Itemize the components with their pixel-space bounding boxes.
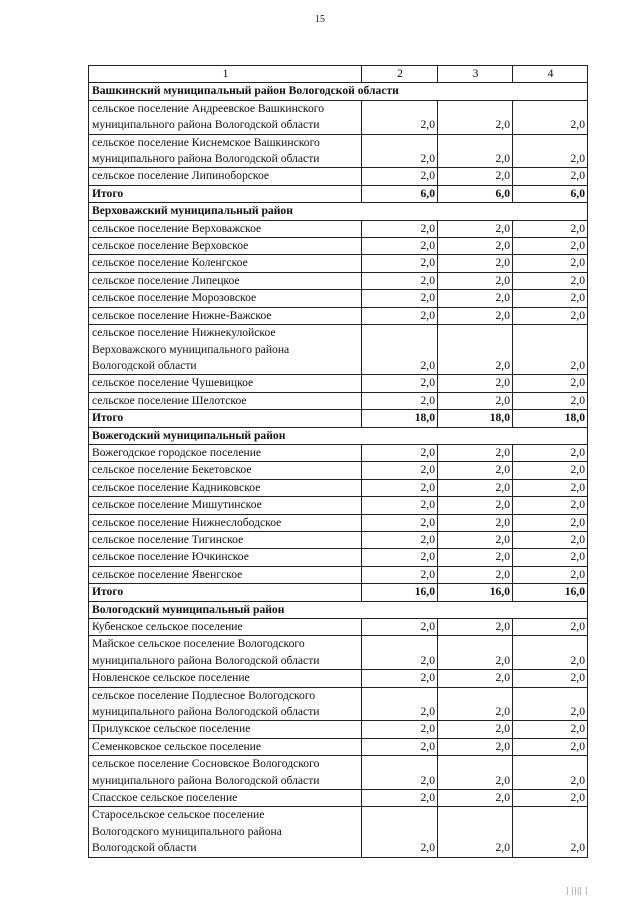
value-col-3: 2,0 <box>438 375 513 392</box>
value-col-3: 2,0 <box>438 790 513 807</box>
value-col-3: 2,0 <box>438 619 513 636</box>
value-col-4: 2,0 <box>513 307 588 324</box>
table-row <box>89 255 588 272</box>
table-row <box>89 807 588 857</box>
value-col-2: 2,0 <box>362 738 438 755</box>
value-col-3: 2,0 <box>438 756 513 790</box>
table-row <box>89 531 588 548</box>
name-line: Вологодской области <box>92 358 197 372</box>
column-header-1: 1 <box>89 66 362 83</box>
name-line: муниципального района Вологодской области <box>92 705 320 719</box>
value-col-2: 2,0 <box>362 238 438 255</box>
settlement-name <box>89 721 362 738</box>
value-col-2: 2,0 <box>362 619 438 636</box>
value-col-3: 6,0 <box>438 185 513 202</box>
name-line: сельское поселение Нижнеслободское <box>92 515 282 529</box>
value-col-2: 2,0 <box>362 566 438 583</box>
value-col-3: 2,0 <box>438 479 513 496</box>
name-line: Старосельское сельское поселение <box>92 808 265 822</box>
name-line: сельское поселение Тигинское <box>92 532 244 546</box>
table-row <box>89 272 588 289</box>
name-line: Итого <box>92 186 124 200</box>
settlement-name <box>89 238 362 255</box>
settlement-name <box>89 549 362 566</box>
value-col-3: 2,0 <box>438 566 513 583</box>
value-col-4: 2,0 <box>513 549 588 566</box>
table-row <box>89 134 588 168</box>
settlement-name <box>89 462 362 479</box>
value-col-4: 2,0 <box>513 444 588 461</box>
table-row <box>89 168 588 185</box>
value-col-3: 16,0 <box>438 584 513 601</box>
value-col-4: 2,0 <box>513 619 588 636</box>
section-title: Вашкинский муниципальный район Вологодской области <box>89 83 588 100</box>
section-row <box>89 203 588 220</box>
settlement-name <box>89 790 362 807</box>
value-col-2: 18,0 <box>362 410 438 427</box>
value-col-4: 2,0 <box>513 670 588 687</box>
name-line: сельское поселение Мишутинское <box>92 498 262 512</box>
value-col-3: 2,0 <box>438 549 513 566</box>
name-line: сельское поселение Киснемское Вашкинского <box>92 135 320 149</box>
value-col-3: 18,0 <box>438 410 513 427</box>
settlement-name <box>89 444 362 461</box>
section-title: Верховажский муниципальный район <box>89 203 588 220</box>
value-col-4: 2,0 <box>513 807 588 857</box>
table-row <box>89 721 588 738</box>
settlement-name <box>89 670 362 687</box>
value-col-4: 2,0 <box>513 168 588 185</box>
value-col-2: 2,0 <box>362 807 438 857</box>
value-col-4: 2,0 <box>513 392 588 409</box>
value-col-2: 2,0 <box>362 168 438 185</box>
settlement-name <box>89 514 362 531</box>
value-col-3: 2,0 <box>438 687 513 721</box>
value-col-2: 2,0 <box>362 444 438 461</box>
table-row <box>89 514 588 531</box>
page-number: 15 <box>315 14 325 25</box>
settlement-name <box>89 220 362 237</box>
total-label <box>89 584 362 601</box>
table-row <box>89 479 588 496</box>
section-title: Вологодский муниципальный район <box>89 601 588 618</box>
table-row <box>89 375 588 392</box>
table-row <box>89 100 588 134</box>
value-col-3: 2,0 <box>438 272 513 289</box>
settlement-name <box>89 307 362 324</box>
settlement-name <box>89 134 362 168</box>
name-line: сельское поселение Андреевское Вашкинского <box>92 101 325 115</box>
settlement-name <box>89 687 362 721</box>
value-col-3: 2,0 <box>438 497 513 514</box>
name-line: сельское поселение Чушевицкое <box>92 376 254 390</box>
name-line: Новленское сельское поселение <box>92 671 250 685</box>
value-col-2: 2,0 <box>362 220 438 237</box>
name-line: сельское поселение Подлесное Вологодского <box>92 688 316 702</box>
value-col-3: 2,0 <box>438 636 513 670</box>
settlement-name <box>89 392 362 409</box>
value-col-4: 2,0 <box>513 531 588 548</box>
value-col-4: 2,0 <box>513 134 588 168</box>
value-col-3: 2,0 <box>438 255 513 272</box>
name-line: сельское поселение Коленгское <box>92 256 248 270</box>
total-row <box>89 410 588 427</box>
total-row <box>89 584 588 601</box>
table-row <box>89 462 588 479</box>
value-col-2: 2,0 <box>362 479 438 496</box>
name-line: сельское поселение Бекетовское <box>92 463 252 477</box>
value-col-2: 2,0 <box>362 670 438 687</box>
settlement-name <box>89 479 362 496</box>
value-col-2: 2,0 <box>362 290 438 307</box>
value-col-2: 2,0 <box>362 721 438 738</box>
value-col-2: 2,0 <box>362 325 438 375</box>
value-col-2: 2,0 <box>362 100 438 134</box>
name-line: сельское поселение Ючкинское <box>92 550 249 564</box>
table-row <box>89 566 588 583</box>
value-col-4: 16,0 <box>513 584 588 601</box>
table-row <box>89 738 588 755</box>
table-row <box>89 220 588 237</box>
value-col-2: 2,0 <box>362 134 438 168</box>
value-col-2: 2,0 <box>362 756 438 790</box>
value-col-2: 6,0 <box>362 185 438 202</box>
table-row <box>89 444 588 461</box>
name-line: Итого <box>92 411 124 425</box>
name-line: сельское поселение Нижне-Важское <box>92 308 272 322</box>
value-col-4: 2,0 <box>513 514 588 531</box>
value-col-4: 2,0 <box>513 238 588 255</box>
settlement-name <box>89 756 362 790</box>
column-header-4: 4 <box>513 66 588 83</box>
value-col-4: 2,0 <box>513 636 588 670</box>
value-col-4: 2,0 <box>513 100 588 134</box>
value-col-2: 2,0 <box>362 790 438 807</box>
value-col-3: 2,0 <box>438 290 513 307</box>
table-row <box>89 392 588 409</box>
value-col-3: 2,0 <box>438 462 513 479</box>
value-col-4: 18,0 <box>513 410 588 427</box>
value-col-4: 2,0 <box>513 290 588 307</box>
value-col-3: 2,0 <box>438 531 513 548</box>
table-row <box>89 238 588 255</box>
section-row <box>89 601 588 618</box>
value-col-3: 2,0 <box>438 325 513 375</box>
name-line: сельское поселение Морозовское <box>92 291 257 305</box>
table-row <box>89 687 588 721</box>
table-header-row <box>89 66 588 83</box>
name-line: сельское поселение Липецкое <box>92 273 240 287</box>
total-label <box>89 410 362 427</box>
name-line: сельское поселение Сосновское Вологодского <box>92 757 320 771</box>
name-line: Кубенское сельское поселение <box>92 620 243 633</box>
name-line: Майское сельское поселение Вологодского <box>92 637 305 651</box>
name-line: сельское поселение Верховское <box>92 239 249 253</box>
value-col-3: 2,0 <box>438 238 513 255</box>
value-col-2: 2,0 <box>362 549 438 566</box>
table-row <box>89 636 588 670</box>
value-col-2: 16,0 <box>362 584 438 601</box>
table-row <box>89 307 588 324</box>
name-line: муниципального района Вологодской области <box>92 152 320 166</box>
name-line: Прилукское сельское поселение <box>92 722 251 736</box>
name-line: Вологодской области <box>92 841 197 855</box>
value-col-3: 2,0 <box>438 721 513 738</box>
value-col-2: 2,0 <box>362 514 438 531</box>
value-col-4: 2,0 <box>513 790 588 807</box>
value-col-4: 2,0 <box>513 687 588 721</box>
settlement-name <box>89 531 362 548</box>
value-col-2: 2,0 <box>362 531 438 548</box>
settlement-name <box>89 566 362 583</box>
allocation-table <box>88 65 588 858</box>
name-line: Верховажского муниципального района <box>92 342 290 356</box>
value-col-2: 2,0 <box>362 307 438 324</box>
value-col-4: 2,0 <box>513 566 588 583</box>
settlement-name <box>89 168 362 185</box>
value-col-3: 2,0 <box>438 100 513 134</box>
value-col-4: 2,0 <box>513 375 588 392</box>
value-col-3: 2,0 <box>438 307 513 324</box>
value-col-2: 2,0 <box>362 497 438 514</box>
value-col-4: 2,0 <box>513 325 588 375</box>
table-row <box>89 670 588 687</box>
value-col-2: 2,0 <box>362 687 438 721</box>
value-col-3: 2,0 <box>438 514 513 531</box>
column-header-2: 2 <box>362 66 438 83</box>
value-col-4: 2,0 <box>513 220 588 237</box>
value-col-4: 2,0 <box>513 462 588 479</box>
settlement-name <box>89 290 362 307</box>
value-col-4: 6,0 <box>513 185 588 202</box>
name-line: муниципального района Вологодской области <box>92 773 320 787</box>
table-body <box>89 66 588 858</box>
table-row <box>89 497 588 514</box>
value-col-2: 2,0 <box>362 375 438 392</box>
value-col-3: 2,0 <box>438 738 513 755</box>
settlement-name <box>89 272 362 289</box>
value-col-3: 2,0 <box>438 134 513 168</box>
settlement-name <box>89 738 362 755</box>
name-line: Семенковское сельское поселение <box>92 739 262 753</box>
settlement-name <box>89 100 362 134</box>
name-line: сельское поселение Явенгское <box>92 567 243 581</box>
value-col-3: 2,0 <box>438 392 513 409</box>
value-col-2: 2,0 <box>362 272 438 289</box>
name-line: Вологодского муниципального района <box>92 824 282 838</box>
table-row <box>89 619 588 636</box>
table-row <box>89 756 588 790</box>
name-line: сельское поселение Кадниковское <box>92 480 261 494</box>
value-col-3: 2,0 <box>438 670 513 687</box>
table-row <box>89 790 588 807</box>
settlement-name <box>89 325 362 375</box>
total-label <box>89 185 362 202</box>
table-row <box>89 549 588 566</box>
total-row <box>89 185 588 202</box>
value-col-2: 2,0 <box>362 462 438 479</box>
name-line: сельское поселение Нижнекулойское <box>92 326 276 340</box>
column-header-3: 3 <box>438 66 513 83</box>
value-col-4: 2,0 <box>513 497 588 514</box>
settlement-name <box>89 375 362 392</box>
name-line: Итого <box>92 585 124 599</box>
value-col-4: 2,0 <box>513 721 588 738</box>
section-row <box>89 83 588 100</box>
settlement-name <box>89 636 362 670</box>
section-title: Вожегодский муниципальный район <box>89 427 588 444</box>
name-line: муниципального района Вологодской области <box>92 653 320 667</box>
value-col-2: 2,0 <box>362 636 438 670</box>
value-col-4: 2,0 <box>513 479 588 496</box>
value-col-4: 2,0 <box>513 255 588 272</box>
name-line: муниципального района Вологодской области <box>92 118 320 132</box>
settlement-name <box>89 807 362 857</box>
footer-mark: | |||| | <box>566 886 588 895</box>
settlement-name <box>89 255 362 272</box>
value-col-2: 2,0 <box>362 255 438 272</box>
section-row <box>89 427 588 444</box>
name-line: сельское поселение Верховажское <box>92 221 262 235</box>
value-col-3: 2,0 <box>438 220 513 237</box>
name-line: сельское поселение Липиноборское <box>92 169 270 183</box>
table-row <box>89 325 588 375</box>
name-line: Вожегодское городское поселение <box>92 445 262 459</box>
value-col-4: 2,0 <box>513 272 588 289</box>
name-line: Спасское сельское поселение <box>92 791 238 805</box>
settlement-name <box>89 497 362 514</box>
value-col-2: 2,0 <box>362 392 438 409</box>
value-col-3: 2,0 <box>438 444 513 461</box>
value-col-4: 2,0 <box>513 738 588 755</box>
table-row <box>89 290 588 307</box>
settlement-name <box>89 619 362 636</box>
name-line: сельское поселение Шелотское <box>92 393 247 407</box>
value-col-3: 2,0 <box>438 168 513 185</box>
value-col-4: 2,0 <box>513 756 588 790</box>
value-col-3: 2,0 <box>438 807 513 857</box>
